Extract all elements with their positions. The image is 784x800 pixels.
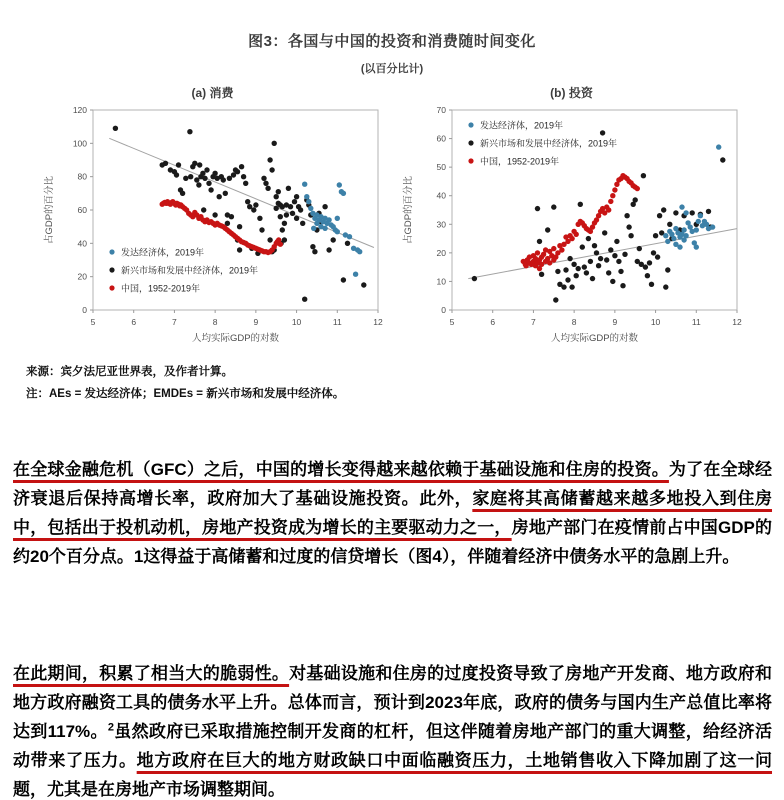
y-tick-label: 20 — [77, 271, 87, 282]
data-point — [602, 230, 607, 235]
data-point — [663, 284, 668, 289]
chart-block-consumption — [40, 84, 385, 347]
data-point — [610, 279, 615, 284]
data-point — [212, 171, 217, 176]
data-point — [624, 213, 629, 218]
data-point — [251, 207, 256, 212]
legend-label: 新兴市场和发展中经济体，2019年 — [121, 265, 259, 276]
data-point — [322, 204, 327, 209]
data-point — [569, 284, 574, 289]
y-tick-label: 100 — [72, 138, 87, 149]
data-point — [574, 232, 579, 237]
data-point — [302, 297, 307, 302]
underlined-text-segment: 在全球金融危机（GFC）之后，中国的增长变得越来越依赖于基础设施和住房的投资。 — [13, 460, 669, 479]
data-point — [341, 277, 346, 282]
data-point — [347, 234, 352, 239]
y-tick-label: 10 — [436, 276, 446, 287]
data-point — [710, 224, 715, 229]
data-point — [608, 247, 613, 252]
data-point — [335, 216, 340, 221]
data-point — [716, 144, 721, 149]
data-point — [539, 272, 544, 277]
data-point — [188, 174, 193, 179]
data-point — [326, 247, 331, 252]
data-point — [643, 264, 648, 269]
x-tick-label: 11 — [332, 317, 342, 327]
y-tick-label: 60 — [436, 133, 446, 144]
x-tick-label: 11 — [691, 317, 701, 327]
data-point — [201, 207, 206, 212]
data-point — [263, 181, 268, 186]
chart-title-consumption: (a) 消费 — [191, 86, 234, 100]
data-point — [174, 172, 179, 177]
data-point — [690, 210, 695, 215]
data-point — [278, 242, 283, 247]
body-paragraph-2 — [13, 659, 772, 800]
data-point — [272, 141, 277, 146]
body-paragraph-1 — [13, 455, 772, 571]
x-axis-title: 人均实际GDP的对数 — [191, 333, 280, 344]
data-point — [212, 212, 217, 217]
x-tick-label: 12 — [732, 317, 742, 327]
data-point — [187, 129, 192, 134]
data-point — [551, 246, 556, 251]
data-point — [555, 269, 560, 274]
chart-title-investment: (b) 投资 — [550, 86, 593, 100]
x-tick-label: 9 — [253, 317, 259, 327]
trend-line — [468, 229, 737, 279]
data-point — [673, 210, 678, 215]
data-point — [235, 169, 240, 174]
data-point — [698, 213, 703, 218]
data-point — [545, 227, 550, 232]
data-point — [647, 260, 652, 265]
legend-marker — [109, 249, 114, 254]
data-point — [578, 202, 583, 207]
data-point — [237, 247, 242, 252]
data-point — [551, 204, 556, 209]
data-point — [663, 233, 668, 238]
data-point — [239, 164, 244, 169]
data-point — [192, 161, 197, 166]
data-point — [298, 207, 303, 212]
y-tick-label: 0 — [441, 305, 446, 315]
data-point — [257, 216, 262, 221]
text-segment: 虽然政府已采取措施控制开发商的杠杆，但这伴随着房地产部门的重大调整，给经济活动带来了压力。 — [13, 722, 772, 770]
data-point — [253, 202, 258, 207]
data-point — [312, 249, 317, 254]
data-point — [208, 187, 213, 192]
data-point — [694, 244, 699, 249]
x-tick-label: 5 — [449, 317, 455, 327]
data-point — [694, 227, 699, 232]
data-point — [588, 259, 593, 264]
data-point — [290, 211, 295, 216]
data-point — [163, 161, 168, 166]
data-point — [292, 199, 297, 204]
x-tick-label: 5 — [90, 317, 96, 327]
data-point — [677, 244, 682, 249]
data-point — [633, 197, 638, 202]
text-segment: 为了在全球经济衰退后保持高增长率，政府加大了基础设施投资。此外， — [13, 460, 773, 508]
data-point — [282, 237, 287, 242]
y-tick-label: 80 — [77, 171, 87, 182]
data-point — [683, 233, 688, 238]
x-tick-label: 7 — [531, 317, 536, 327]
data-point — [720, 157, 725, 162]
y-axis-title: 占GDP的百分比 — [44, 175, 55, 245]
data-point — [245, 199, 250, 204]
legend-marker — [109, 285, 114, 290]
data-point — [361, 282, 366, 287]
data-point — [335, 229, 340, 234]
data-point — [553, 297, 558, 302]
data-point — [326, 217, 331, 222]
data-point — [267, 237, 272, 242]
abbreviation-note-line: 注：AEs = 发达经济体；EMDEs = 新兴市场和发展中经济体。 — [26, 388, 345, 400]
data-point — [655, 254, 660, 259]
data-point — [259, 227, 264, 232]
data-point — [580, 244, 585, 249]
data-point — [535, 206, 540, 211]
data-point — [337, 182, 342, 187]
y-axis-title: 占GDP的百分比 — [403, 175, 414, 245]
y-tick-label: 60 — [77, 205, 87, 215]
data-point — [310, 244, 315, 249]
data-point — [206, 181, 211, 186]
data-point — [353, 272, 358, 277]
legend-label: 中国，1952-2019年 — [121, 283, 201, 294]
data-point — [204, 167, 209, 172]
data-point — [197, 162, 202, 167]
data-point — [311, 226, 316, 231]
data-point — [241, 174, 246, 179]
data-point — [176, 162, 181, 167]
data-point — [598, 256, 603, 261]
y-tick-label: 0 — [82, 305, 87, 315]
data-point — [616, 259, 621, 264]
data-point — [651, 250, 656, 255]
data-point — [622, 252, 627, 257]
legend-label: 新兴市场和发展中经济体，2019年 — [480, 138, 618, 149]
data-point — [261, 176, 266, 181]
data-point — [620, 283, 625, 288]
data-point — [696, 219, 701, 224]
x-tick-label: 9 — [612, 317, 618, 327]
data-point — [569, 236, 574, 241]
y-tick-label: 30 — [436, 219, 446, 230]
x-tick-label: 7 — [172, 317, 177, 327]
data-point — [341, 191, 346, 196]
data-point — [571, 262, 576, 267]
data-point — [304, 194, 309, 199]
data-point — [180, 191, 185, 196]
legend-marker — [468, 140, 473, 145]
figure-notes — [26, 361, 784, 405]
data-point — [561, 284, 566, 289]
x-tick-label: 8 — [212, 317, 218, 327]
data-point — [657, 213, 662, 218]
source-line: 来源：宾夕法尼亚世界表，及作者计算。 — [26, 366, 233, 378]
data-point — [559, 247, 564, 252]
plot-border — [93, 110, 378, 310]
legend-marker — [468, 158, 473, 163]
data-point — [661, 207, 666, 212]
figure-subtitle: (以百分比计) — [360, 63, 424, 75]
data-point — [472, 276, 477, 281]
text-segment: 2 — [107, 721, 114, 734]
y-tick-label: 50 — [436, 162, 446, 173]
underlined-text-segment: 在此期间，积累了相当大的脆弱性。 — [13, 664, 290, 683]
x-tick-label: 8 — [571, 317, 577, 327]
scatter-chart-consumption — [40, 103, 385, 347]
data-point — [267, 157, 272, 162]
data-point — [276, 189, 281, 194]
data-point — [637, 246, 642, 251]
data-point — [537, 239, 542, 244]
data-point — [202, 176, 207, 181]
data-point — [286, 186, 291, 191]
data-point — [274, 194, 279, 199]
data-point — [306, 199, 311, 204]
data-point — [294, 216, 299, 221]
data-point — [645, 273, 650, 278]
legend-label: 发达经济体，2019年 — [121, 247, 205, 258]
data-point — [665, 267, 670, 272]
underlined-text-segment: 家庭将其高储蓄越来越多地投入到住房中，包括出于投机动机，房地产投资成为增长的主要驱动力之一， — [13, 489, 773, 537]
data-point — [576, 266, 581, 271]
data-point — [590, 276, 595, 281]
data-point — [265, 186, 270, 191]
chart-block-investment — [399, 84, 744, 347]
data-point — [308, 206, 313, 211]
x-tick-label: 6 — [131, 317, 137, 327]
data-point — [596, 263, 601, 268]
data-point — [610, 193, 615, 198]
data-point — [280, 227, 285, 232]
y-tick-label: 40 — [77, 238, 87, 249]
data-point — [300, 221, 305, 226]
data-point — [679, 204, 684, 209]
y-tick-label: 40 — [436, 190, 446, 201]
data-point — [618, 269, 623, 274]
data-point — [288, 204, 293, 209]
data-point — [345, 241, 350, 246]
data-point — [278, 214, 283, 219]
data-point — [563, 267, 568, 272]
data-point — [535, 250, 540, 255]
data-point — [217, 194, 222, 199]
data-point — [574, 273, 579, 278]
data-point — [294, 194, 299, 199]
y-tick-label: 120 — [72, 105, 87, 115]
legend-label: 中国，1952-2019年 — [480, 156, 560, 167]
data-point — [649, 282, 654, 287]
data-point — [284, 212, 289, 217]
charts-row — [0, 84, 784, 347]
data-point — [594, 250, 599, 255]
data-point — [614, 239, 619, 244]
y-tick-label: 20 — [436, 247, 446, 258]
data-point — [681, 227, 686, 232]
legend-label: 发达经济体，2019年 — [480, 120, 564, 131]
data-point — [302, 182, 307, 187]
data-point — [683, 210, 688, 215]
x-tick-label: 10 — [650, 317, 661, 327]
data-point — [628, 233, 633, 238]
data-point — [604, 257, 609, 262]
data-point — [592, 243, 597, 248]
data-point — [357, 249, 362, 254]
data-point — [612, 187, 617, 192]
data-point — [584, 270, 589, 275]
data-point — [653, 233, 658, 238]
data-point — [196, 182, 201, 187]
legend-marker — [468, 122, 473, 127]
data-point — [243, 181, 248, 186]
data-point — [582, 264, 587, 269]
data-point — [600, 130, 605, 135]
x-axis-title: 人均实际GDP的对数 — [550, 333, 639, 344]
data-point — [635, 186, 640, 191]
data-point — [282, 221, 287, 226]
data-point — [221, 177, 226, 182]
data-point — [626, 224, 631, 229]
data-point — [331, 237, 336, 242]
x-tick-label: 6 — [490, 317, 496, 327]
data-point — [567, 256, 572, 261]
data-point — [608, 199, 613, 204]
data-point — [183, 176, 188, 181]
text-segment: 对基础设施和住房的过度投资导致了房地产开发商、地方政府和地方政府融资工具的债务水平上升。总体而言，预计到2023年底，政府的债务与国内生产总值比率将达到117%。 — [13, 664, 772, 741]
data-point — [706, 209, 711, 214]
data-point — [641, 173, 646, 178]
data-point — [612, 253, 617, 258]
underlined-text-segment: 地方政府在巨大的地方财政缺口中面临融资压力，土地销售收入下降加剧了这一问题，尤其是在房地产市场调整期间。 — [13, 751, 773, 799]
data-point — [606, 270, 611, 275]
data-point — [586, 236, 591, 241]
data-point — [322, 226, 327, 231]
x-tick-label: 10 — [291, 317, 302, 327]
data-point — [223, 191, 228, 196]
legend-marker — [109, 267, 114, 272]
scatter-chart-investment — [399, 103, 744, 347]
data-point — [237, 224, 242, 229]
data-point — [667, 222, 672, 227]
data-point — [229, 214, 234, 219]
x-tick-label: 12 — [373, 317, 383, 327]
data-point — [671, 236, 676, 241]
data-point — [113, 126, 118, 131]
data-point — [606, 207, 611, 212]
figure-title: 图3：各国与中国的投资和消费随时间变化 — [248, 33, 536, 50]
data-point — [665, 239, 670, 244]
data-point — [565, 277, 570, 282]
y-tick-label: 70 — [436, 105, 446, 115]
text-segment: 房地产部门在疫情前占中国GDP的约20个百分点。1这得益于高储蓄和过度的信贷增长（图4），伴随着经济中债务水平的急剧上升。 — [13, 518, 773, 566]
data-point — [269, 167, 274, 172]
